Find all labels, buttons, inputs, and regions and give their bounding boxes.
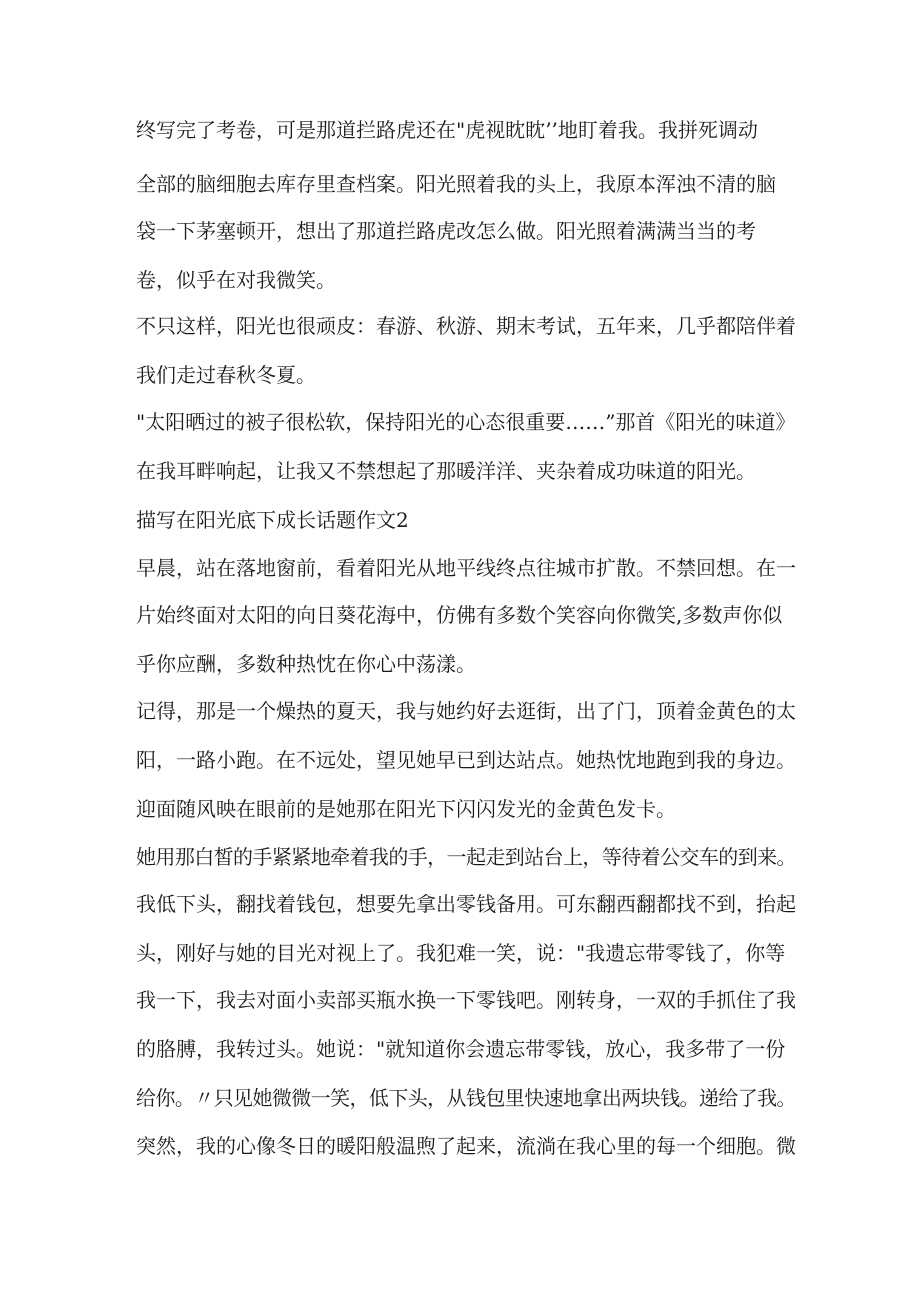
text-line: 卷，似乎在对我微笑。	[136, 268, 336, 292]
text-line: 片始终面对太阳的向日葵花海中，仿佛有多数个笑容向你微笑,多数声你似	[136, 603, 783, 627]
text-line: 在我耳畔响起，让我又不禁想起了那暖洋洋、夹杂着成功味道的阳光。	[136, 459, 756, 483]
text-line: 乎你应酬，多数种热忱在你心中荡漾。	[136, 652, 476, 676]
text-line: 全部的脑细胞去库存里查档案。阳光照着我的头上，我原本浑浊不清的脑	[136, 172, 776, 196]
text-line: 我们走过春秋冬夏。	[136, 363, 316, 387]
text-line: 袋一下茅塞顿开，想出了那道拦路虎改怎么做。阳光照着满满当当的考	[136, 219, 756, 243]
text-line: 记得，那是一个燥热的夏天，我与她约好去逛街，出了门，顶着金黄色的太	[136, 699, 796, 723]
text-line: 突然，我的心像冬日的暖阳般温煦了起来，流淌在我心里的每一个细胞。微	[136, 1134, 796, 1158]
text-line: 头，刚好与她的目光对视上了。我犯难一笑，说："我遗忘带零钱了，你等	[136, 941, 786, 965]
text-line: 早晨，站在落地窗前，看着阳光从地平线终点往城市扩散。不禁回想。在一	[136, 556, 796, 580]
text-line: 终写完了考卷，可是那道拦路虎还在"虎视眈眈’’地盯着我。我拼死调动	[136, 118, 758, 142]
text-line: 不只这样，阳光也很顽皮：春游、秋游、期末考试，五年来，几乎都陪伴着	[136, 314, 796, 338]
text-line: 我低下头，翻找着钱包，想要先拿出零钱备用。可东翻西翻都找不到，抬起	[136, 892, 796, 916]
text-line: 阳，一路小跑。在不远处，望见她早已到达站点。她热忱地跑到我的身边。	[136, 748, 796, 772]
text-line: "太阳晒过的被子很松软，保持阳光的心态很重要……”那首《阳光的味道》	[136, 410, 796, 434]
text-line: 给你。〃只见她微微一笑，低下头，从钱包里快速地拿出两块钱。递给了我。	[136, 1086, 796, 1110]
text-line: 她用那白皙的手紧紧地牵着我的手，一起走到站台上，等待着公交车的到来。	[136, 845, 796, 869]
text-line: 的胳膊，我转过头。她说："就知道你会遗忘带零钱，放心，我多带了一份	[136, 1037, 786, 1061]
section-heading: 描写在阳光底下成长话题作文2	[136, 508, 409, 532]
text-line: 迎面随风映在眼前的是她那在阳光下闪闪发光的金黄色发卡。	[136, 797, 676, 821]
text-line: 我一下，我去对面小卖部买瓶水换一下零钱吧。刚转身，一双的手抓住了我	[136, 988, 796, 1012]
